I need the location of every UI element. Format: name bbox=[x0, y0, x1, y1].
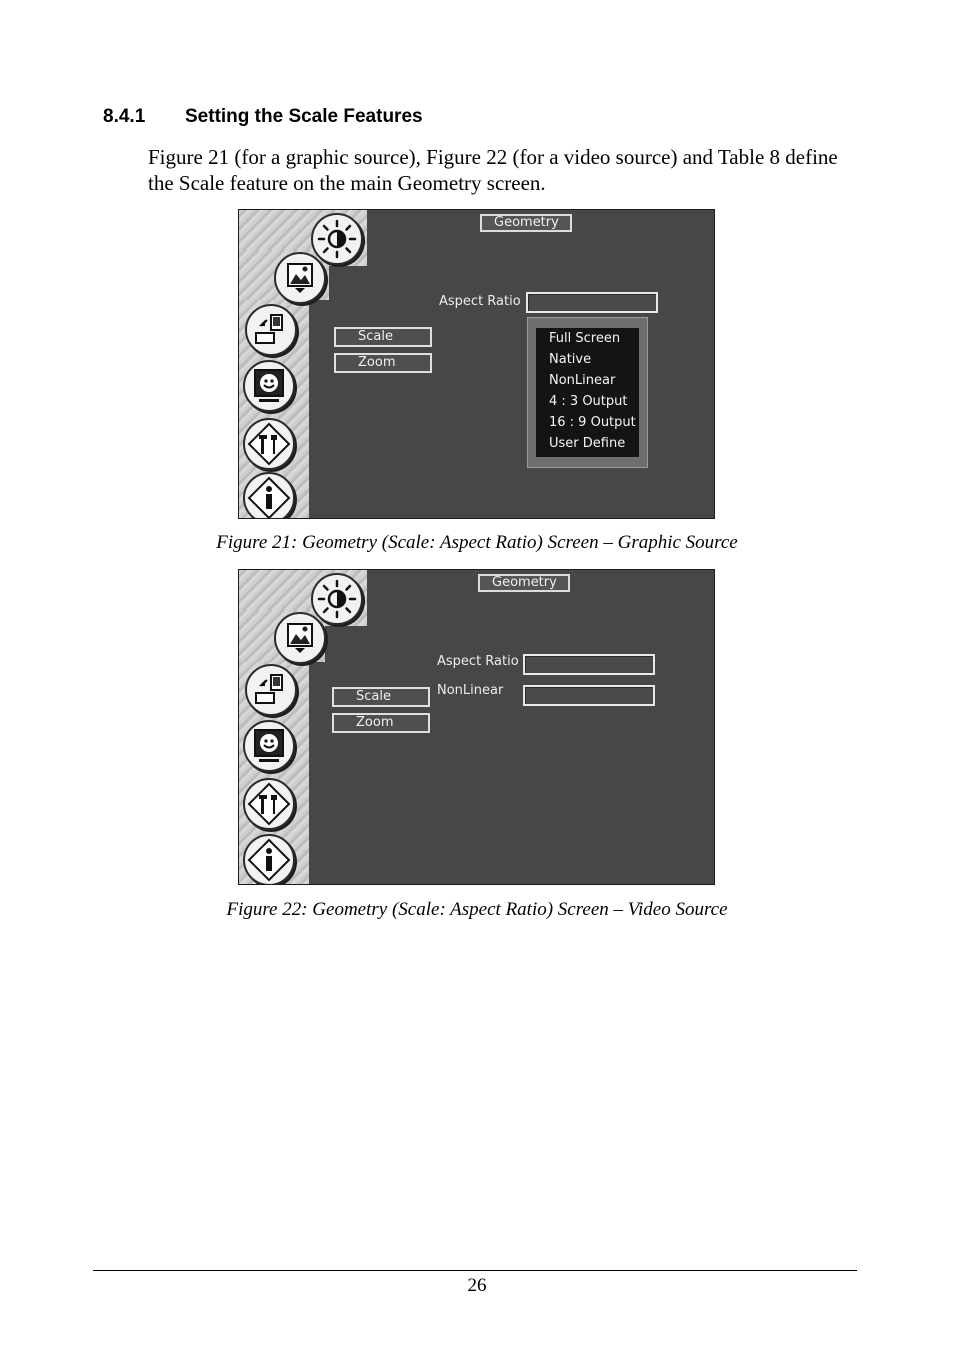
tools-icon[interactable] bbox=[243, 778, 295, 830]
input-icon[interactable] bbox=[245, 304, 297, 356]
aspect-ratio-field[interactable] bbox=[526, 292, 658, 313]
screen-title-tab: Geometry bbox=[478, 574, 570, 592]
osd-icon[interactable] bbox=[243, 720, 295, 772]
dropdown-option-nonlinear[interactable]: NonLinear bbox=[549, 373, 616, 388]
page-number: 26 bbox=[467, 1275, 487, 1296]
tools-icon[interactable] bbox=[243, 418, 295, 470]
screen-title-tab: Geometry bbox=[480, 214, 572, 232]
picture-icon[interactable] bbox=[274, 252, 326, 304]
aspect-ratio-field[interactable] bbox=[523, 654, 655, 675]
scale-button[interactable]: Scale bbox=[334, 327, 432, 347]
zoom-button[interactable]: Zoom bbox=[334, 353, 432, 373]
intro-paragraph: Figure 21 (for a graphic source), Figure 22 (for a video source) and Table 8 define the Scale feature on the main Geometry screen. bbox=[148, 145, 838, 195]
dropdown-option-native[interactable]: Native bbox=[549, 352, 592, 367]
picture-icon[interactable] bbox=[274, 612, 326, 664]
section-number: 8.4.1 bbox=[103, 106, 146, 127]
dropdown-option-16-9-output[interactable]: 16 : 9 Output bbox=[549, 415, 636, 430]
dropdown-option-user-define[interactable]: User Define bbox=[549, 436, 626, 451]
input-icon[interactable] bbox=[245, 664, 297, 716]
dropdown-list bbox=[536, 328, 639, 457]
scale-button[interactable]: Scale bbox=[332, 687, 430, 707]
nonlinear-field[interactable] bbox=[523, 685, 655, 706]
figure-21-caption: Figure 21: Geometry (Scale: Aspect Ratio) Screen – Graphic Source bbox=[216, 532, 738, 553]
geometry-screen-video bbox=[238, 569, 715, 885]
aspect-ratio-dropdown bbox=[527, 317, 648, 468]
info-icon[interactable] bbox=[243, 834, 295, 885]
section-title: Setting the Scale Features bbox=[185, 106, 423, 127]
dropdown-option-4-3-output[interactable]: 4 : 3 Output bbox=[549, 394, 628, 409]
aspect-ratio-label: Aspect Ratio bbox=[439, 294, 521, 309]
section-heading bbox=[103, 106, 423, 128]
footer-rule bbox=[93, 1270, 857, 1271]
osd-icon[interactable] bbox=[243, 360, 295, 412]
dropdown-option-full-screen[interactable]: Full Screen bbox=[549, 331, 621, 346]
figure-22-caption: Figure 22: Geometry (Scale: Aspect Ratio) Screen – Video Source bbox=[226, 899, 728, 920]
nonlinear-label: NonLinear bbox=[437, 683, 504, 698]
info-icon[interactable] bbox=[243, 472, 295, 519]
zoom-button[interactable]: Zoom bbox=[332, 713, 430, 733]
aspect-ratio-label: Aspect Ratio bbox=[437, 654, 519, 669]
geometry-screen-graphic bbox=[238, 209, 715, 519]
